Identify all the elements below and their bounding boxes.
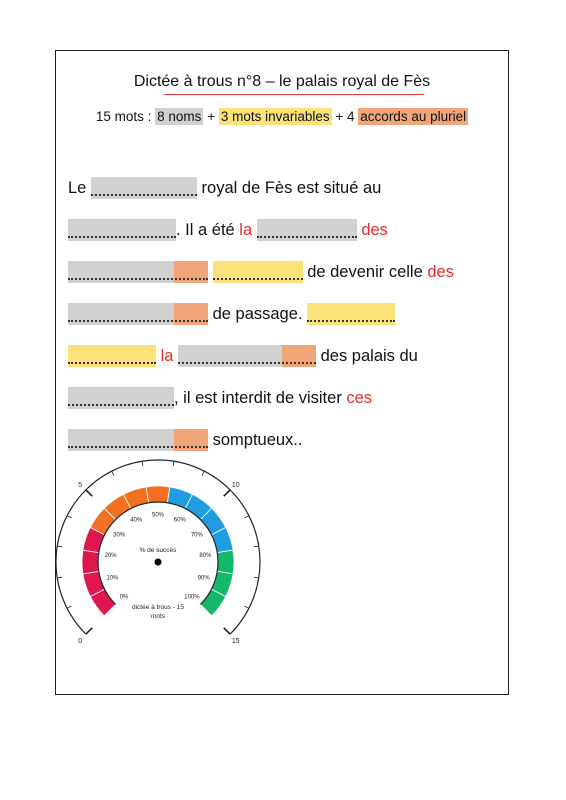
blank-invariable[interactable]: [68, 345, 156, 367]
blank-noun[interactable]: [68, 387, 174, 409]
gauge-minor-tick: [112, 471, 114, 475]
gauge-percent-label: 0%: [119, 594, 129, 601]
hint-word-red: des: [361, 221, 388, 239]
gauge-major-tick: [224, 490, 230, 496]
gauge-major-tick: [86, 490, 92, 496]
gauge-minor-tick: [67, 516, 71, 518]
gauge-band-segment: [217, 550, 234, 574]
gauge-minor-tick: [142, 461, 143, 466]
blank-noun[interactable]: [257, 219, 357, 241]
text-line-4: [68, 303, 395, 325]
legend-plus-2: + 4: [331, 109, 359, 124]
gauge-outer-tick-label: 15: [231, 637, 240, 645]
gauge-minor-tick: [57, 546, 62, 547]
title-underline: [164, 94, 424, 95]
word: Le: [68, 179, 87, 197]
blank-noun-plural[interactable]: [68, 261, 208, 283]
gauge-percent-label: 90%: [197, 575, 210, 582]
word: de devenir celle: [307, 263, 423, 281]
gauge-bottom-label-2: mots: [150, 613, 166, 620]
text-line-6: [68, 387, 372, 409]
gauge-outer-tick-label: 5: [78, 482, 83, 490]
gauge-minor-tick: [254, 577, 259, 578]
blank-noun-plural[interactable]: [178, 345, 316, 367]
word: , il est interdit de visiter: [174, 389, 342, 407]
gauge-pivot: [155, 559, 162, 566]
gauge-percent-label: 30%: [113, 532, 126, 539]
word: somptueux..: [212, 431, 303, 449]
word: . Il a été: [176, 221, 235, 239]
gauge-outer-tick-label: 0: [78, 637, 83, 645]
gauge-minor-tick: [244, 516, 248, 518]
gauge-center-label: % de succès: [139, 547, 177, 554]
hint-word-red: la: [239, 221, 253, 239]
hint-word-red: ces: [346, 389, 373, 407]
gauge-minor-tick: [173, 461, 174, 466]
gauge-percent-label: 70%: [190, 532, 203, 539]
blank-invariable[interactable]: [213, 261, 303, 283]
gauge-major-tick: [86, 628, 92, 634]
hint-word-red: la: [160, 347, 174, 365]
gauge-percent-label: 20%: [104, 552, 117, 559]
gauge-minor-tick: [67, 606, 71, 608]
success-gauge: [30, 437, 260, 645]
gauge-percent-label: 10%: [106, 575, 119, 582]
gauge-minor-tick: [57, 577, 62, 578]
gauge-percent-label: 100%: [184, 594, 200, 601]
legend-invariables: 3 mots invariables: [220, 109, 330, 124]
gauge-percent-label: 40%: [130, 517, 143, 524]
blank-noun[interactable]: [91, 177, 197, 199]
blank-noun-plural[interactable]: [68, 303, 208, 325]
blank-invariable[interactable]: [307, 303, 395, 325]
legend-plus-1: +: [203, 109, 219, 124]
word: des palais du: [320, 347, 418, 365]
worksheet-title: Dictée à trous n°8 – le palais royal de Fès: [133, 73, 431, 90]
legend-nouns: 8 noms: [157, 109, 202, 124]
word: royal de Fès est situé au: [201, 179, 382, 197]
gauge-band-segment: [82, 550, 99, 574]
gauge-outer-tick-label: 10: [231, 482, 240, 490]
gauge-minor-tick: [244, 606, 248, 608]
legend-accords: accords au pluriel: [360, 109, 467, 124]
gauge-percent-label: 50%: [151, 512, 165, 519]
word: de passage.: [212, 305, 303, 323]
gauge-major-tick: [224, 628, 230, 634]
blank-noun[interactable]: [68, 219, 176, 241]
text-line-5: [68, 345, 418, 367]
text-line-3: [68, 261, 454, 283]
legend-prefix: 15 mots :: [95, 109, 156, 124]
hint-word-red: des: [427, 263, 454, 281]
text-line-2: [68, 219, 388, 241]
gauge-minor-tick: [254, 546, 259, 547]
gauge-percent-label: 80%: [199, 552, 212, 559]
gauge-minor-tick: [202, 471, 204, 475]
gauge-bottom-label-1: dictée à trous - 15: [131, 604, 185, 611]
word-count-legend: [56, 109, 508, 124]
text-line-1: [68, 177, 381, 199]
gauge-percent-label: 60%: [173, 517, 186, 524]
gauge-band-segment: [146, 486, 170, 503]
